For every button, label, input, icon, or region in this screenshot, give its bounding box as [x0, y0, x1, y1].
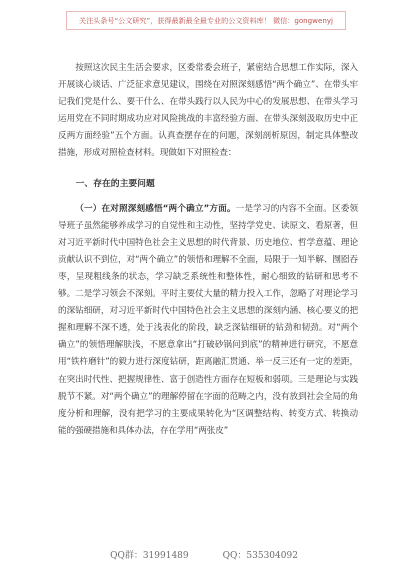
- header-banner: [66, 11, 346, 30]
- intro-paragraph: 按照这次民主生活会要求，区委常委会班子，紧密结合思想工作实际，深入开展谈心谈话、广泛征求意见建议，围绕在对照深刻感悟“两个确立”、在带头牢记我们党是什么、要干什么、在带头践行以人民为中心的发展思想、在带头学习运用党在不同时期成功应对风险挑战的丰富经验方面、在带头深刻汲取历史中正反两方面经验”五个方面。认真查摆存在的问题，深刻剖析原因，制定具体整改措施，形成对照检查材料。现做如下对照检查：: [58, 63, 358, 159]
- paragraph-text: 一是学习的内容不全面。区委领导班子虽然能够养成学习的自觉性和主动性，坚持学党史、读原文、看原著，但对习近平新时代中国特色社会主义思想的时代背景、历史地位、哲学意蕴、理论贡献认识不到位，对“两个确立”的领悟和理解不全面，局限于一知半解、囫囵吞枣，呈现粗线条的状态，学习缺乏系统性和整体性，耐心细致的钻研和思考不够。二是学习领会不深刻。平时主要仗大量的精力投入工作，忽略了对理论学习的深钻细研，对习近平新时代中国特色社会主义思想的深刻内涵、核心要义的把握和理解不深不透，处于浅表化的阶段，缺乏深钻细研的钻劲和韧劲。对“两个确立”的领悟理解肤浅，不愿意拿出“打破砂锅问到底”的精神进行研究，不愿意用“铁杵磨针”的毅力进行深度钻研，距离融汇贯通、举一反三还有一定的差距，在突出时代性、把握规律性、富于创造性方面存在短板和弱项。三是理论与实践脱节不紧。对“两个确立”的理解停留在字面的范畴之内，没有放到社会全局的角度分析和理解，没有把学习的主要成果转化为“区调整结构、转变方式、转换动能的强硬措施和具体办法，存在学用“两张皮”: [58, 203, 358, 436]
- page-footer: [0, 548, 408, 561]
- body-paragraph: [58, 201, 358, 440]
- document-body: [58, 60, 358, 440]
- subsection-title: （一）在对照深刻感悟“两个确立”方面。: [75, 203, 236, 214]
- footer-qq-group: QQ群：31991489: [110, 551, 189, 561]
- section-title: 一、存在的主要问题: [75, 178, 155, 189]
- banner-text: 关注头条号“公文研究”，获得最新最全最专业的公文资料库！ 微信：gongwenyj: [79, 16, 333, 25]
- footer-qq: QQ：535304092: [222, 551, 298, 561]
